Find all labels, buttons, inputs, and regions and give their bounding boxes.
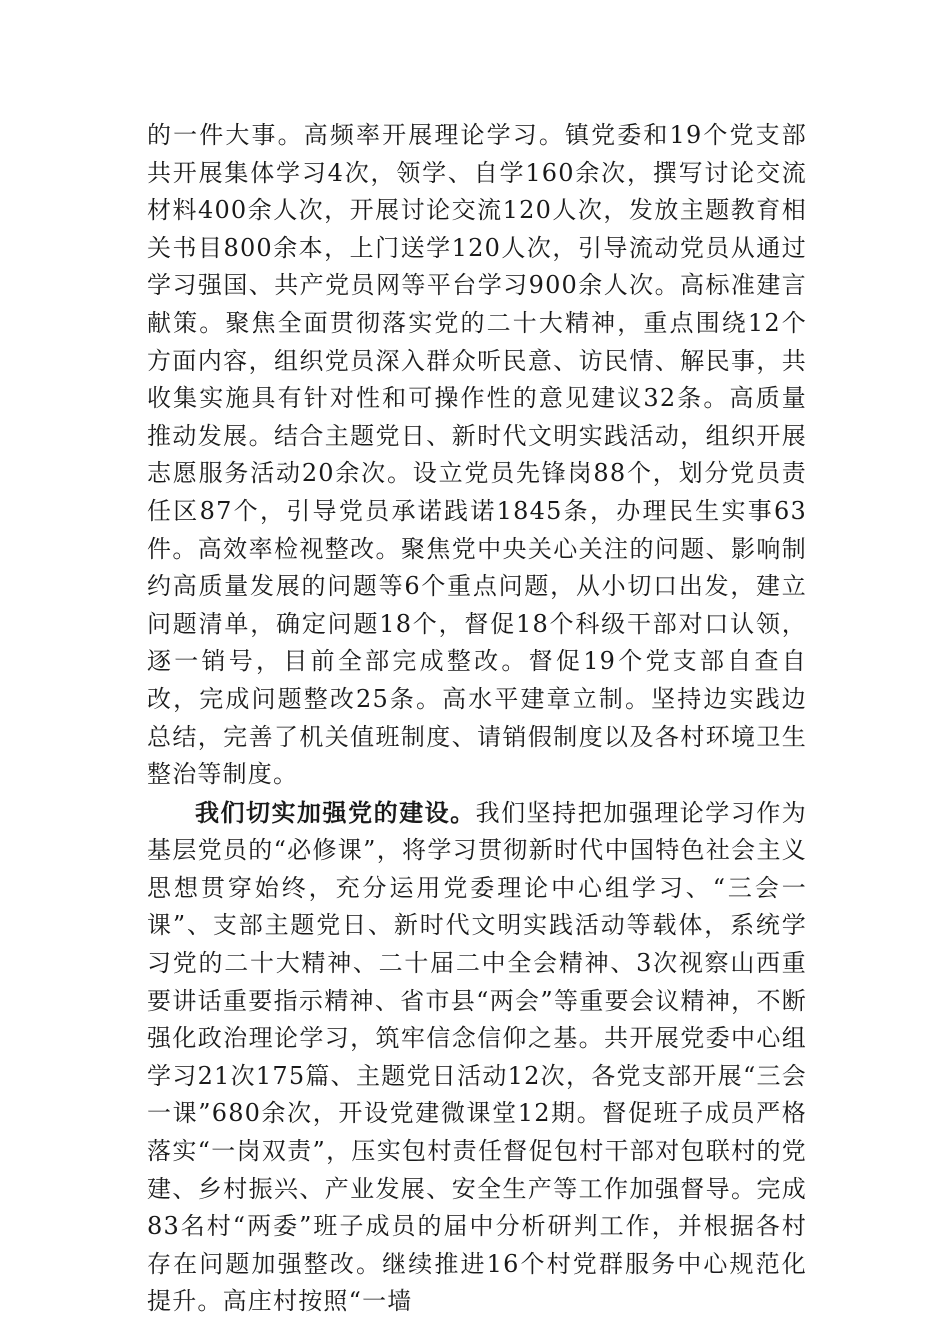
paragraph-1: 的一件大事。高频率开展理论学习。镇党委和19个党支部共开展集体学习4次，领学、自学160余次，撰写讨论交流材料400余人次，开展讨论交流120人次，发放主题教育相关书目800余本，上门送学120人次，引导流动党员从通过学习强国、共产党员网等平台学习900余人次。高标准建言献策。聚焦全面贯彻落实党的二十大精神，重点围绕12个方面内容，组织党员深入群众听民意、访民情、解民事，共收集实施具有针对性和可操作性的意见建议32条。高质量推动发展。结合主题党日、新时代文明实践活动，组织开展志愿服务活动20余次。设立党员先锋岗88个，划分党员责任区87个，引导党员承诺践诺1845条，办理民生实事63件。高效率检视整改。聚焦党中央关心关注的问题、影响制约高质量发展的问题等6个重点问题，从小切口出发，建立问题清单，确定问题18个，督促18个科级干部对口认领，逐一销号，目前全部完成整改。督促19个党支部自查自改，完成问题整改25条。高水平建章立制。坚持边实践边总结，完善了机关值班制度、请销假制度以及各村环境卫生整治等制度。 [147,121,807,789]
document-body [147,117,807,1321]
paragraph-2-body: 我们坚持把加强理论学习作为基层党员的“必修课”，将学习贯彻新时代中国特色社会主义思想贯穿始终，充分运用党委理论中心组学习、“三会一课”、支部主题党日、新时代文明实践活动等载体，系统学习党的二十大精神、二十届二中全会精神、3次视察山西重要讲话重要指示精神、省市县“两会”等重要会议精神，不断强化政治理论学习，筑牢信念信仰之基。共开展党委中心组学习21次175篇、主题党日活动12次，各党支部开展“三会一课”680余次，开设党建微课堂12期。督促班子成员严格落实“一岗双责”，压实包村责任督促包村干部对包联村的党建、乡村振兴、产业发展、安全生产等工作加强督导。完成83名村“两委”班子成员的届中分析研判工作，并根据各村存在问题加强整改。继续推进16个村党群服务中心规范化提升。高庄村按照“一墙 [147,798,807,1316]
paragraph-2-lead: 我们切实加强党的建设。 [195,797,476,827]
paragraph-2 [147,794,807,1321]
